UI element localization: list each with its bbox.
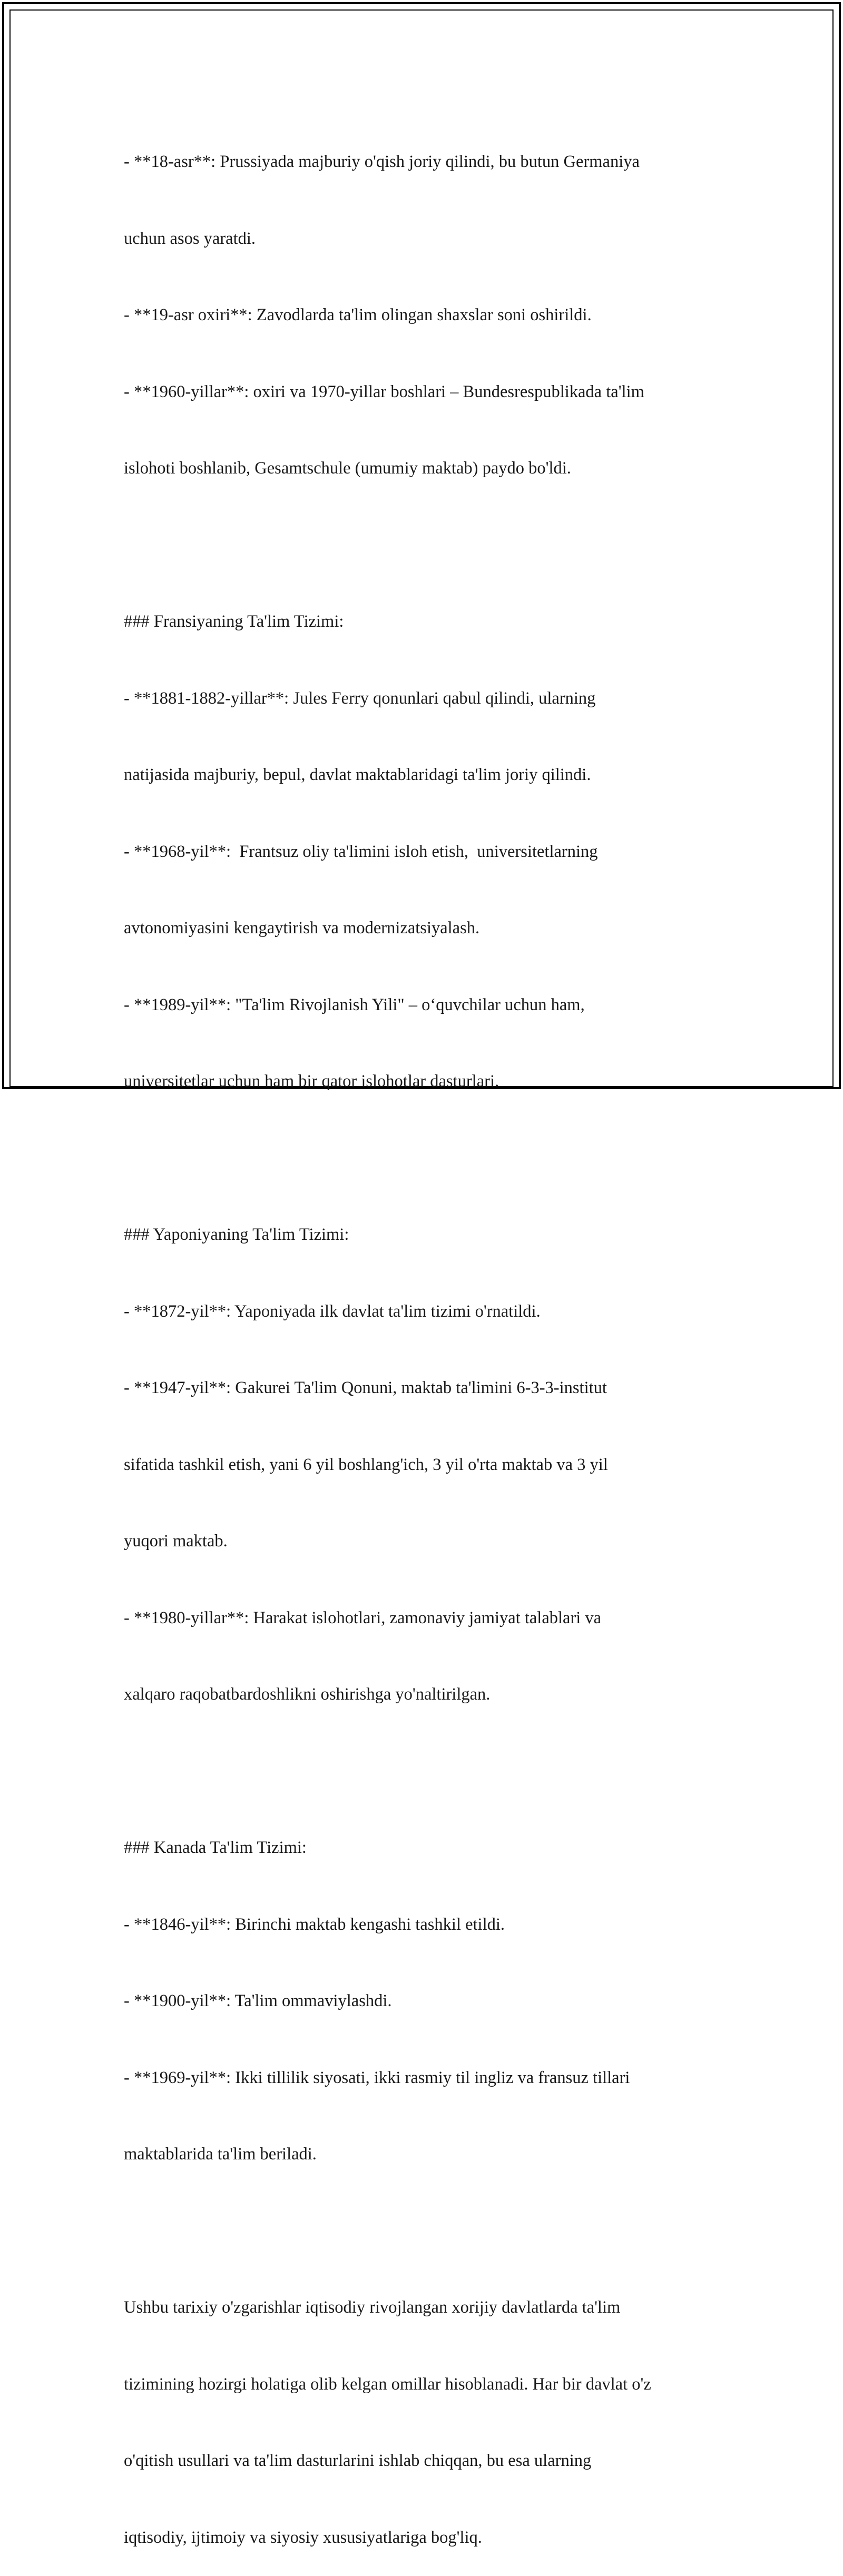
text-line: - **1989-yil**: "Ta'lim Rivojlanish Yili" – oʻquvchilar uchun ham,	[124, 995, 585, 1014]
section-heading-france: ### Fransiyaning Ta'lim Tizimi:	[124, 612, 344, 631]
text-line: - **1980-yillar**: Harakat islohotlari, zamonaviy jamiyat talablari va	[124, 1608, 602, 1627]
blank-line	[124, 1146, 730, 1171]
blank-line	[124, 2218, 730, 2244]
document-body	[124, 98, 730, 2576]
conclusion-line: o'qitish usullari va ta'lim dasturlarini ishlab chiqqan, bu esa ularning	[124, 2451, 592, 2470]
text-line: - **18-asr**: Prussiyada majburiy o'qish joriy qilindi, bu butun Germaniya	[124, 152, 640, 171]
text-line: - **19-asr oxiri**: Zavodlarda ta'lim olingan shaxslar soni oshirildi.	[124, 305, 592, 324]
text-line: yuqori maktab.	[124, 1532, 228, 1551]
text-line: - **1881-1882-yillar**: Jules Ferry qonunlari qabul qilindi, ularning	[124, 688, 596, 708]
text-line: - **1900-yil**: Ta'lim ommaviylashdi.	[124, 1991, 392, 2010]
text-line: - **1968-yil**: Frantsuz oliy ta'limini isloh etish, universitetlarning	[124, 842, 598, 861]
text-line: universitetlar uchun ham bir qator islohotlar dasturlari.	[124, 1072, 499, 1091]
blank-line	[124, 1759, 730, 1784]
text-line: - **1846-yil**: Birinchi maktab kengashi tashkil etildi.	[124, 1914, 505, 1934]
blank-line	[124, 532, 730, 558]
text-line: avtonomiyasini kengaytirish va modernizatsiyalash.	[124, 919, 480, 937]
text-line: uchun asos yaratdi.	[124, 229, 256, 248]
text-line: - **1960-yillar**: oxiri va 1970-yillar boshlari – Bundesrespublikada ta'lim	[124, 382, 644, 401]
text-line: - **1969-yil**: Ikki tillilik siyosati, ikki rasmiy til ingliz va fransuz tillari	[124, 2068, 630, 2087]
section-heading-canada: ### Kanada Ta'lim Tizimi:	[124, 1838, 307, 1857]
section-heading-japan: ### Yaponiyaning Ta'lim Tizimi:	[124, 1225, 349, 1244]
text-line: islohoti boshlanib, Gesamtschule (umumiy maktab) paydo bo'ldi.	[124, 459, 571, 478]
text-line: natijasida majburiy, bepul, davlat maktablaridagi ta'lim joriy qilindi.	[124, 765, 591, 784]
conclusion-line: iqtisodiy, ijtimoiy va siyosiy xususiyatlariga bog'liq.	[124, 2528, 482, 2547]
text-line: - **1947-yil**: Gakurei Ta'lim Qonuni, maktab ta'limini 6-3-3-institut	[124, 1378, 607, 1397]
conclusion-line: tizimining hozirgi holatiga olib kelgan omillar hisoblanadi. Har bir davlat o'z	[124, 2374, 651, 2394]
text-line: xalqaro raqobatbardoshlikni oshirishga yo'naltirilgan.	[124, 1685, 491, 1704]
text-line: - **1872-yil**: Yaponiyada ilk davlat ta'lim tizimi o'rnatildi.	[124, 1301, 541, 1321]
text-line: sifatida tashkil etish, yani 6 yil boshlang'ich, 3 yil o'rta maktab va 3 yil	[124, 1455, 608, 1474]
conclusion-line: Ushbu tarixiy o'zgarishlar iqtisodiy rivojlangan xorijiy davlatlarda ta'lim	[124, 2298, 621, 2317]
text-line: maktablarida ta'lim beriladi.	[124, 2145, 317, 2164]
